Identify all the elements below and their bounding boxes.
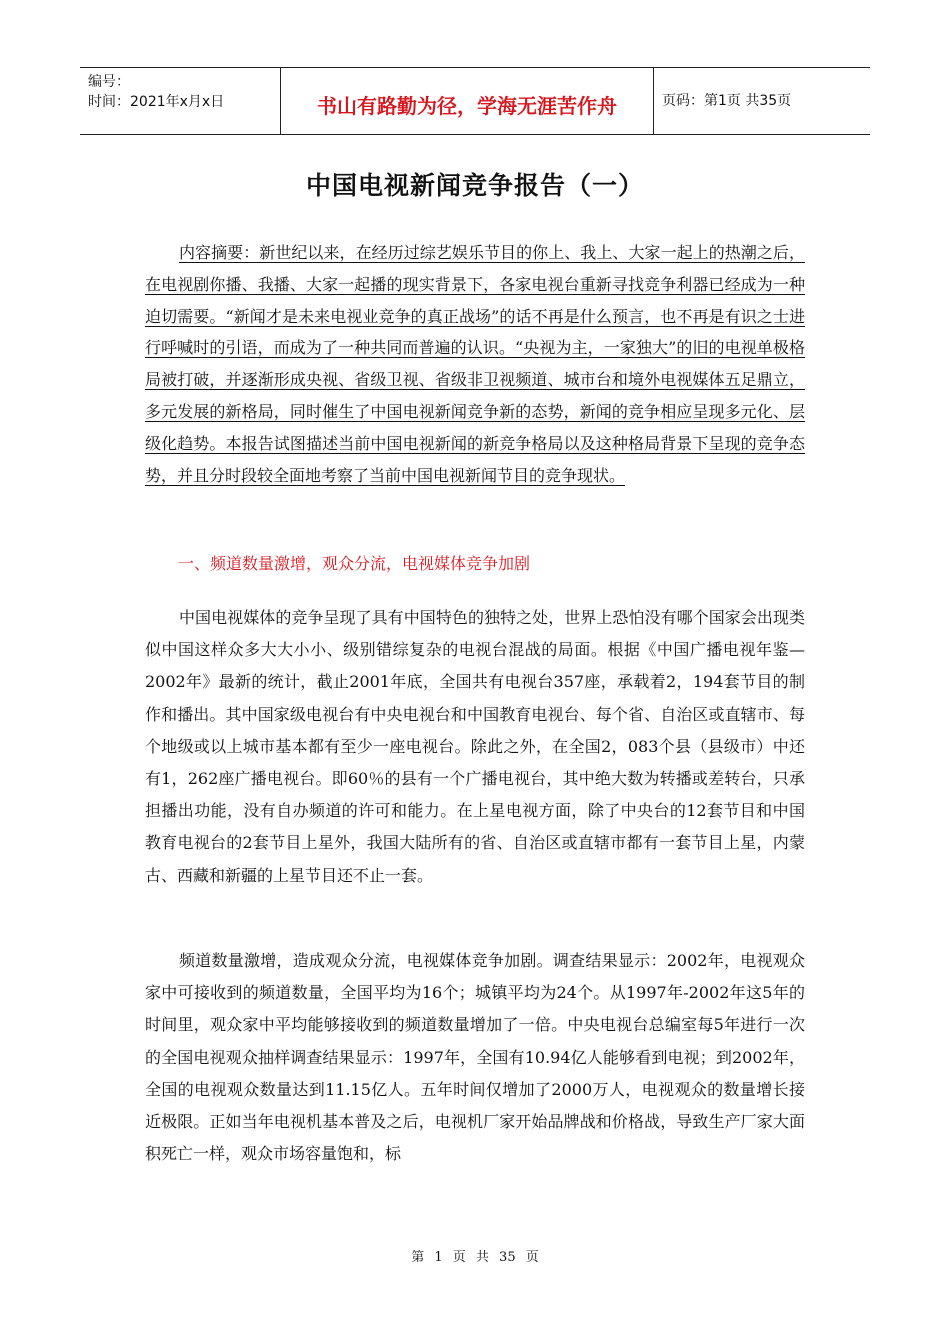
page-footer: 第 1 页 共 35 页 <box>411 1250 539 1265</box>
document-title: 中国电视新闻竞争报告（一） <box>305 171 644 200</box>
body-paragraph: 中国电视媒体的竞争呈现了具有中国特色的独特之处，世界上恐怕没有哪个国家会出现类似中国这样众多大大小小、级别错综复杂的电视台混战的局面。根据《中国广播电视年鉴—2002年》最新的统计，截止2001年底，全国共有电视台357座，承载着2，194套节目的制作和播出。其中国家级电视台有中央电视台和中国教育电视台、每个省、自治区或直辖市、每个地级或以上城市基本都有至少一座电视台。除此之外，在全国2，083个县（县级市）中还有1，262座广播电视台。即60％的县有一个广播电视台，其中绝大数为转播或差转台，只承担播出功能，没有自办频道的许可和能力。在上星电视方面，除了中央台的12套节目和中国教育电视台的2套节目上星外，我国大陆所有的省、自治区或直辖市都有一套节目上星，内蒙古、西藏和新疆的上星节目还不止一套。 <box>145 608 805 885</box>
header-meta-cell <box>80 68 281 134</box>
section-heading: 一、频道数量激增，观众分流，电视媒体竞争加剧 <box>178 554 531 573</box>
header-page-info: 页码：第1页 共35页 <box>662 93 792 109</box>
header-motto: 书山有路勤为径，学海无涯苦作舟 <box>317 93 617 118</box>
body-paragraph: 频道数量激增，造成观众分流，电视媒体竞争加剧。调查结果显示：2002年，电视观众家中可接收到的频道数量，全国平均为16个；城镇平均为24个。从1997年-2002年这5年的时间里，观众家中平均能够接收到的频道数量增加了一倍。中央电视台总编室每5年进行一次的全国电视观众抽样调查结果显示：1997年，全国有10.94亿人能够看到电视；到2002年，全国的电视观众数量达到11.15亿人。五年时间仅增加了2000万人，电视观众的数量增长接近极限。正如当年电视机基本普及之后，电视机厂家开始品牌战和价格战，导致生产厂家大面积死亡一样，观众市场容量饱和，标 <box>145 951 805 1164</box>
document-number-label: 编号： <box>88 74 130 90</box>
header-page-cell <box>654 68 870 134</box>
abstract-paragraph: 内容摘要：新世纪以来，在经历过综艺娱乐节目的你上、我上、大家一起上的热潮之后，在电视剧你播、我播、大家一起播的现实背景下，各家电视台重新寻找竞争利器已经成为一种迫切需要。“新闻才是未来电视业竞争的真正战场”的话不再是什么预言，也不再是有识之士进行呼喊时的引语，而成为了一种共同而普遍的认识。“央视为主，一家独大”的旧的电视单极格局被打破，并逐渐形成央视、省级卫视、省级非卫视频道、城市台和境外电视媒体五足鼎立，多元发展的新格局，同时催生了中国电视新闻竞争新的态势，新闻的竞争相应呈现多元化、层级化趋势。本报告试图描述当前中国电视新闻的新竞争格局以及这种格局背景下呈现的竞争态势，并且分时段较全面地考察了当前中国电视新闻节目的竞争现状。 <box>145 243 805 485</box>
page-header-table <box>80 67 870 135</box>
document-date-label: 时间：2021年x月x日 <box>88 94 225 110</box>
header-motto-cell <box>281 68 654 134</box>
